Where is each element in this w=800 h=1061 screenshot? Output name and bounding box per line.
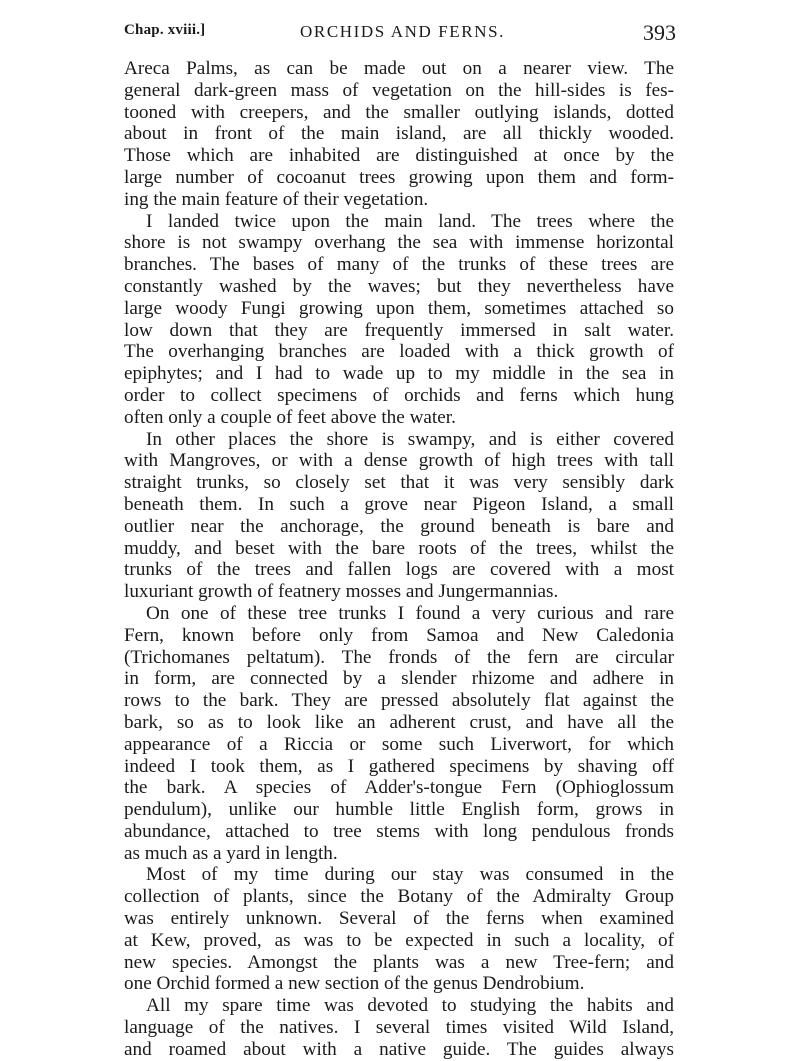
text-line: The overhanging branches are loaded with a thick growth of — [124, 341, 674, 363]
text-line: in form, are connected by a slender rhizome and adhere in — [124, 668, 674, 690]
text-line: Fern, known before only from Samoa and New Caledonia — [124, 624, 674, 646]
text-line: muddy, and beset with the bare roots of the trees, whilst the — [124, 537, 674, 559]
text-line: one Orchid formed a new section of the genus Dendrobium. — [124, 973, 585, 995]
text-line: luxuriant growth of featnery mosses and Jungermannias. — [124, 581, 559, 603]
text-line: straight trunks, so closely set that it was very sensibly dark — [124, 472, 674, 494]
text-line: large number of cocoanut trees growing upon them and form- — [124, 166, 674, 188]
text-line: large woody Fungi growing upon them, sometimes attached so — [124, 297, 674, 319]
body-text — [124, 58, 674, 1061]
text-line: Areca Palms, as can be made out on a nearer view. The — [124, 58, 674, 79]
text-line: tooned with creepers, and the smaller outlying islands, dotted — [124, 101, 674, 123]
text-line: ing the main feature of their vegetation. — [124, 188, 429, 210]
text-line: bark, so as to look like an adherent crust, and have all the — [124, 711, 674, 733]
text-line: with Mangroves, or with a dense growth of high trees with tall — [124, 450, 674, 472]
text-line: beneath them. In such a grove near Pigeon Island, a small — [124, 493, 674, 515]
text-line: low down that they are frequently immersed in salt water. — [124, 319, 674, 341]
paragraph-continuation — [124, 58, 674, 211]
text-line: shore is not swampy overhang the sea with immense horizontal — [124, 232, 674, 254]
paragraph-landing — [124, 211, 674, 429]
text-line: (Trichomanes peltatum). The fronds of the fern are circular — [124, 646, 674, 668]
text-line: was entirely unknown. Several of the ferns when examined — [124, 908, 674, 930]
text-line: abundance, attached to tree stems with long pendulous fronds — [124, 820, 674, 842]
text-line: epiphytes; and I had to wade up to my middle in the sea in — [124, 363, 674, 385]
text-line: Most of my time during our stay was consumed in the — [146, 864, 674, 886]
text-line: about in front of the main island, are all thickly wooded. — [124, 123, 674, 145]
text-line: All my spare time was devoted to studying the habits and — [146, 995, 674, 1017]
paragraph-swamp — [124, 429, 674, 603]
text-line: constantly washed by the waves; but they nevertheless have — [124, 275, 674, 297]
paragraph-botany — [124, 864, 674, 995]
page-number: 393 — [643, 20, 676, 45]
text-line: Those which are inhabited are distinguished at once by the — [124, 145, 674, 167]
text-line: collection of plants, since the Botany of the Admiralty Group — [124, 886, 674, 908]
text-line: the bark. A species of Adder's-tongue Fern (Ophioglossum — [124, 777, 674, 799]
text-line: rows to the bark. They are pressed absolutely flat against the — [124, 690, 674, 712]
text-line: trunks of the trees and fallen logs are covered with a most — [124, 559, 674, 581]
text-line: new species. Amongst the plants was a new Tree-fern; and — [124, 951, 674, 973]
running-title: ORCHIDS AND FERNS. — [300, 22, 505, 41]
text-line: language of the natives. I several times visited Wild Island, — [124, 1017, 674, 1039]
text-line: outlier near the anchorage, the ground beneath is bare and — [124, 515, 674, 537]
text-line: appearance of a Riccia or some such Liverwort, for which — [124, 733, 674, 755]
text-line: as much as a yard in length. — [124, 842, 338, 864]
running-header — [124, 18, 676, 50]
paragraph-natives — [124, 995, 674, 1060]
text-line: branches. The bases of many of the trunks of these trees are — [124, 254, 674, 276]
text-line: indeed I took them, as I gathered specimens by shaving off — [124, 755, 674, 777]
text-line: at Kew, proved, as was to be expected in such a locality, of — [124, 929, 674, 951]
text-line: order to collect specimens of orchids and ferns which hung — [124, 384, 674, 406]
text-line: In other places the shore is swampy, and is either covered — [146, 428, 674, 450]
text-line: I landed twice upon the main land. The trees where the — [146, 210, 674, 232]
text-line: often only a couple of feet above the water. — [124, 406, 456, 428]
text-line: general dark-green mass of vegetation on the hill-sides is fes- — [124, 79, 674, 101]
paragraph-fern — [124, 603, 674, 865]
text-line: On one of these tree trunks I found a very curious and rare — [146, 602, 674, 624]
text-line: pendulum), unlike our humble little English form, grows in — [124, 799, 674, 821]
text-line: and roamed about with a native guide. The guides always — [124, 1038, 674, 1060]
chapter-reference: Chap. xviii.] — [124, 22, 206, 38]
